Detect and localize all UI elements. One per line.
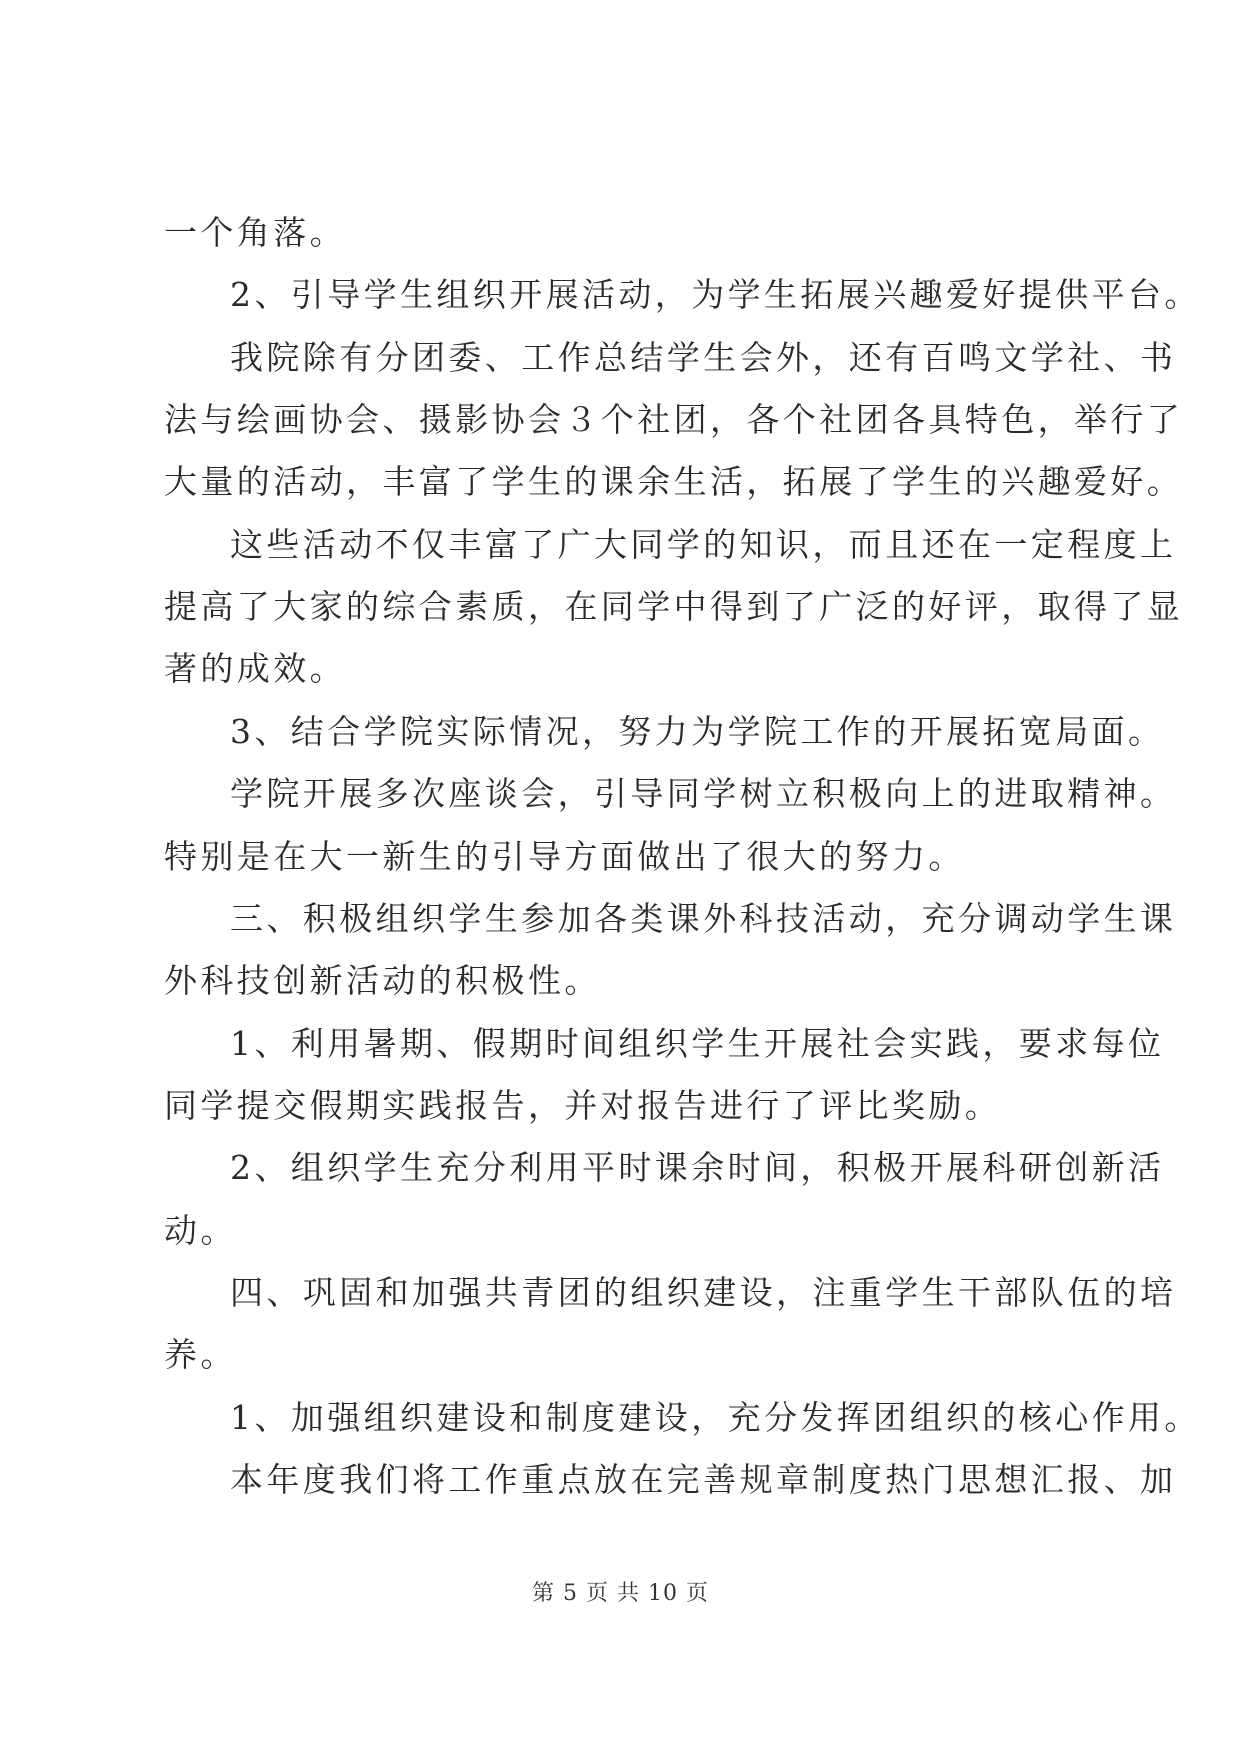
page-footer: 第 5 页 共 10 页 <box>532 1581 709 1606</box>
text-line-2: 2、引导学生组织开展活动，为学生拓展兴趣爱好提供平台。 <box>230 275 1201 314</box>
text-line-4: 法与绘画协会、摄影协会３个社团，各个社团各具特色，举行了 <box>164 400 1184 439</box>
text-line-15: 同学提交假期实践报告，并对报告进行了评比奖励。 <box>164 1086 1002 1125</box>
text-line-13: 外科技创新活动的积极性。 <box>164 961 601 1000</box>
text-line-11: 特别是在大一新生的引导方面做出了很大的努力。 <box>164 837 965 876</box>
text-line-7: 提高了大家的综合素质，在同学中得到了广泛的好评，取得了显 <box>164 587 1184 626</box>
text-line-5: 大量的活动，丰富了学生的课余生活，拓展了学生的兴趣爱好。 <box>164 462 1184 501</box>
text-line-3: 我院除有分团委、工作总结学生会外，还有百鸣文学社、书 <box>230 338 1177 377</box>
text-line-10: 学院开展多次座谈会，引导同学树立积极向上的进取精神。 <box>230 774 1177 813</box>
text-line-12: 三、积极组织学生参加各类课外科技活动，充分调动学生课 <box>230 899 1177 938</box>
text-line-1: 一个角落。 <box>164 213 346 252</box>
text-line-9: 3、结合学院实际情况，努力为学院工作的开展拓宽局面。 <box>230 712 1165 751</box>
text-line-17: 动。 <box>164 1211 237 1250</box>
text-line-16: 2、组织学生充分利用平时课余时间，积极开展科研创新活 <box>230 1148 1165 1187</box>
text-line-18: 四、巩固和加强共青团的组织建设，注重学生干部队伍的培 <box>230 1273 1177 1312</box>
text-line-21: 本年度我们将工作重点放在完善规章制度热门思想汇报、加 <box>230 1460 1177 1499</box>
text-line-8: 著的成效。 <box>164 649 346 688</box>
text-line-20: 1、加强组织建设和制度建设，充分发挥团组织的核心作用。 <box>230 1398 1201 1437</box>
text-line-19: 养。 <box>164 1335 237 1374</box>
text-line-6: 这些活动不仅丰富了广大同学的知识，而且还在一定程度上 <box>230 525 1177 564</box>
text-line-14: 1、利用暑期、假期时间组织学生开展社会实践，要求每位 <box>230 1024 1165 1063</box>
